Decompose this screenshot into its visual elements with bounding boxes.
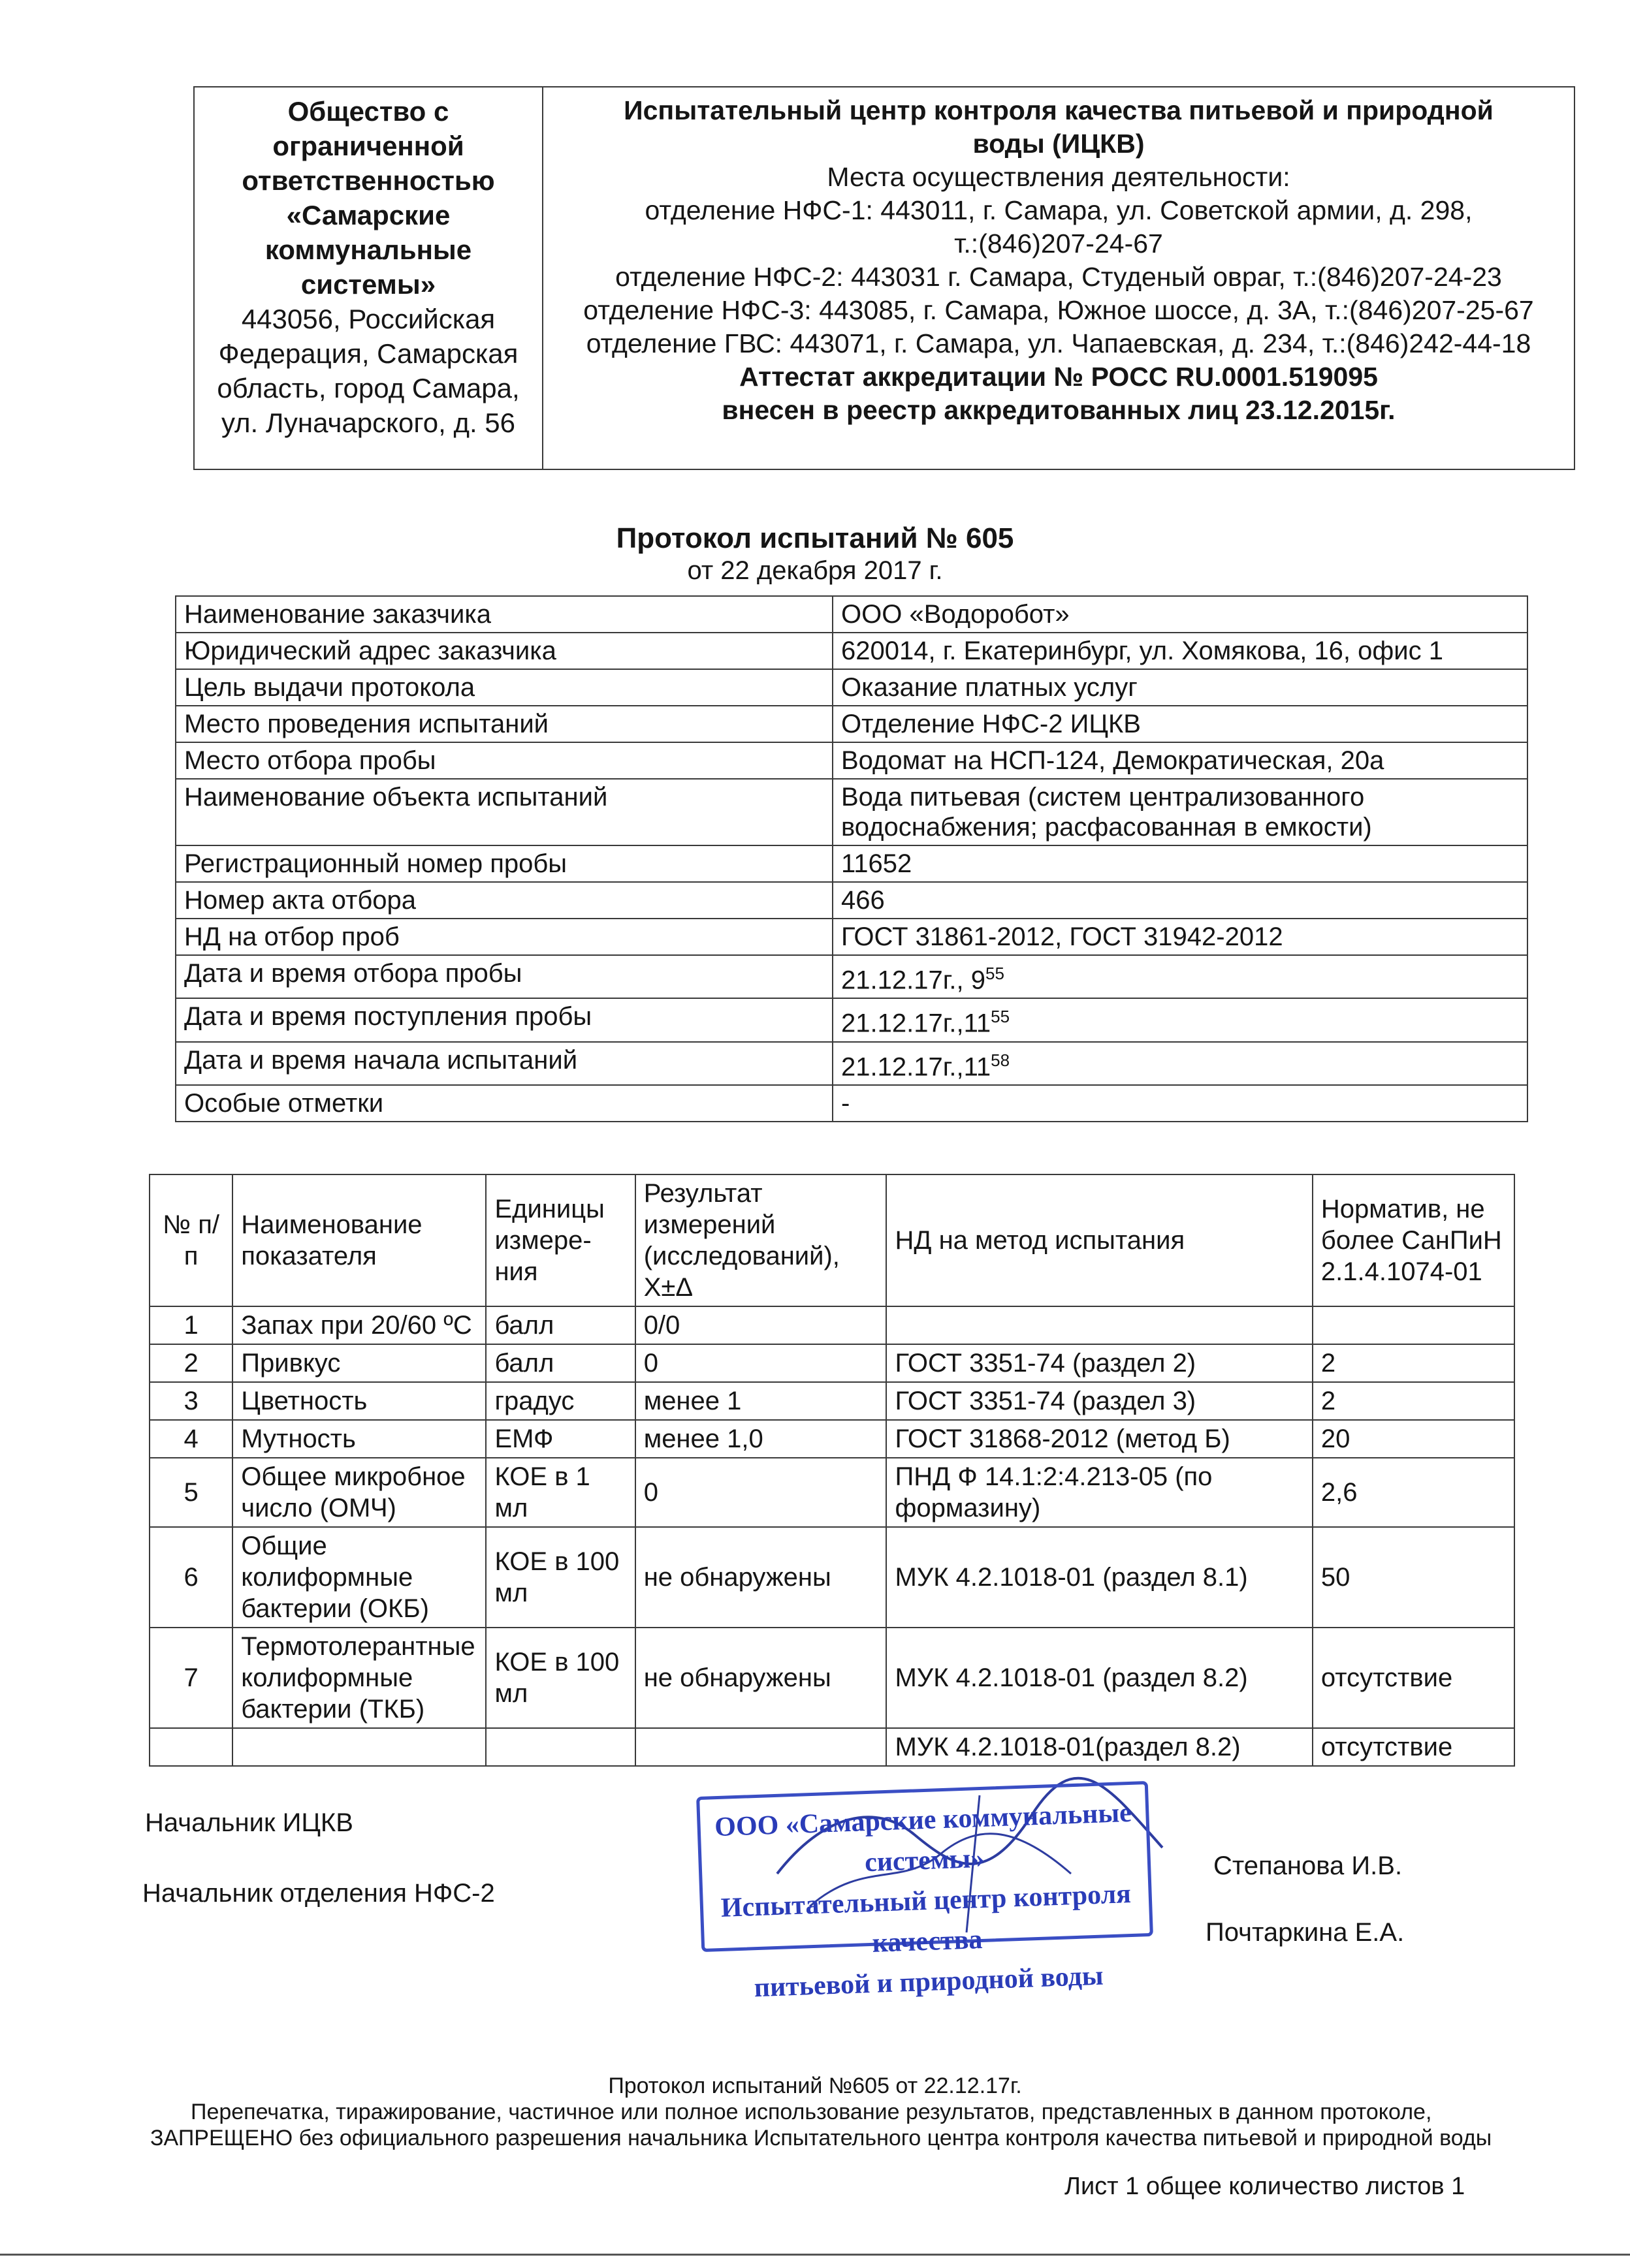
results-header-row bbox=[150, 1174, 1514, 1306]
branch-line: отделение НФС-2: 443031 г. Самара, Студеный овраг, т.:(846)207-24-23 bbox=[615, 262, 1502, 292]
result-method: ГОСТ 3351-74 (раздел 3) bbox=[886, 1382, 1312, 1420]
info-row bbox=[176, 882, 1527, 919]
info-key: Дата и время начала испытаний bbox=[176, 1042, 833, 1085]
info-key: Регистрационный номер пробы bbox=[176, 845, 833, 882]
info-row bbox=[176, 845, 1527, 882]
sample-info-table bbox=[175, 595, 1528, 1122]
info-key: Дата и время поступления пробы bbox=[176, 998, 833, 1041]
result-num: 7 bbox=[150, 1628, 232, 1728]
result-name: Привкус bbox=[232, 1344, 486, 1382]
result-result-empty bbox=[635, 1728, 887, 1766]
branch-line: отделение НФС-3: 443085, г. Самара, Южное шоссе, д. 3А, т.:(846)207-25-67 bbox=[583, 295, 1534, 325]
result-result: менее 1 bbox=[635, 1382, 887, 1420]
result-unit: ЕМФ bbox=[486, 1420, 635, 1458]
info-value-text: ООО «Водоробот» bbox=[841, 600, 1070, 629]
result-name: Общее микробное число (ОМЧ) bbox=[232, 1458, 486, 1527]
result-row bbox=[150, 1628, 1514, 1728]
info-value-text: Вода питьевая (систем централизованного водоснабжения; расфасованная в емкости) bbox=[841, 783, 1372, 842]
info-value-text: 21.12.17г., 9 bbox=[841, 966, 985, 995]
info-row bbox=[176, 1085, 1527, 1122]
info-value-text: - bbox=[841, 1088, 850, 1118]
result-norm: отсутствие bbox=[1313, 1628, 1514, 1728]
accreditation-line: внесен в реестр аккредитованных лиц 23.12.2015г. bbox=[722, 395, 1396, 425]
result-unit: КОЕ в 1 мл bbox=[486, 1458, 635, 1527]
result-num: 3 bbox=[150, 1382, 232, 1420]
branch-line: отделение НФС-1: 443011, г. Самара, ул. Советской армии, д. 298, bbox=[645, 195, 1473, 225]
result-row bbox=[150, 1458, 1514, 1527]
info-key: НД на отбор проб bbox=[176, 919, 833, 955]
page-bottom-rule bbox=[0, 2254, 1630, 2256]
org-name-line: коммунальные bbox=[264, 234, 472, 265]
info-value-text: 21.12.17г.,11 bbox=[841, 1052, 991, 1081]
result-num-empty bbox=[150, 1728, 232, 1766]
lab-title: воды (ИЦКВ) bbox=[972, 129, 1145, 159]
info-value bbox=[833, 998, 1527, 1041]
info-value-superscript: 55 bbox=[985, 964, 1004, 983]
result-num: 1 bbox=[150, 1306, 232, 1344]
info-value-text: Оказание платных услуг bbox=[841, 673, 1138, 702]
result-name: Термотолерантные колиформные бактерии (ТКБ) bbox=[232, 1628, 486, 1728]
stamp-line: ООО «Самарские коммунальные системы» bbox=[714, 1797, 1132, 1878]
footer-protocol-ref: Протокол испытаний №605 от 22.12.17г. bbox=[608, 2073, 1022, 2098]
result-method: МУК 4.2.1018-01(раздел 8.2) bbox=[886, 1728, 1312, 1766]
results-table bbox=[149, 1174, 1515, 1767]
result-method: МУК 4.2.1018-01 (раздел 8.1) bbox=[886, 1527, 1312, 1628]
result-method: ГОСТ 3351-74 (раздел 2) bbox=[886, 1344, 1312, 1382]
lab-cell bbox=[543, 87, 1574, 469]
head-name: Степанова И.В. bbox=[1213, 1851, 1403, 1880]
footer-notice-forbidden: ЗАПРЕЩЕНО без официального разрешения начальника Испытательного центра контроля качества питьевой и природной воды bbox=[150, 2126, 1492, 2150]
info-key: Особые отметки bbox=[176, 1085, 833, 1122]
info-key: Дата и время отбора пробы bbox=[176, 955, 833, 998]
result-method bbox=[886, 1306, 1312, 1344]
info-value-superscript: 58 bbox=[991, 1050, 1010, 1070]
info-value-text: Отделение НФС-2 ИЦКВ bbox=[841, 710, 1141, 738]
info-row bbox=[176, 706, 1527, 742]
info-value bbox=[833, 882, 1527, 919]
info-value bbox=[833, 1042, 1527, 1085]
info-key: Место отбора пробы bbox=[176, 742, 833, 779]
stamp-line: питьевой и природной воды bbox=[754, 1961, 1104, 2004]
info-value bbox=[833, 779, 1527, 845]
result-result: не обнаружены bbox=[635, 1628, 887, 1728]
header-method: НД на метод испытания bbox=[886, 1174, 1312, 1306]
result-name: Мутность bbox=[232, 1420, 486, 1458]
org-name-line: ограниченной bbox=[272, 131, 464, 161]
result-name: Цветность bbox=[232, 1382, 486, 1420]
result-unit-empty bbox=[486, 1728, 635, 1766]
result-row-extra bbox=[150, 1728, 1514, 1766]
result-norm: 2 bbox=[1313, 1344, 1514, 1382]
info-row bbox=[176, 779, 1527, 845]
info-value-superscript: 55 bbox=[991, 1007, 1010, 1027]
org-name-line: «Самарские bbox=[286, 200, 451, 230]
result-method: МУК 4.2.1018-01 (раздел 8.2) bbox=[886, 1628, 1312, 1728]
sheet-count: Лист 1 общее количество листов 1 bbox=[1064, 2173, 1465, 2200]
header-num: № п/п bbox=[150, 1174, 232, 1306]
info-row bbox=[176, 742, 1527, 779]
result-name: Общие колиформные бактерии (ОКБ) bbox=[232, 1527, 486, 1628]
info-value bbox=[833, 1085, 1527, 1122]
info-row bbox=[176, 1042, 1527, 1085]
info-value-text: Водомат на НСП-124, Демократическая, 20а bbox=[841, 746, 1384, 775]
result-row bbox=[150, 1527, 1514, 1628]
info-row bbox=[176, 596, 1527, 633]
org-address-line: область, город Самара, bbox=[217, 373, 520, 403]
result-method: ПНД Ф 14.1:2:4.213-05 (по формазину) bbox=[886, 1458, 1312, 1527]
info-value bbox=[833, 919, 1527, 955]
branch-line: отделение ГВС: 443071, г. Самара, ул. Чапаевская, д. 234, т.:(846)242-44-18 bbox=[586, 328, 1531, 358]
result-norm: отсутствие bbox=[1313, 1728, 1514, 1766]
result-result: 0/0 bbox=[635, 1306, 887, 1344]
accreditation-line: Аттестат аккредитации № РОСС RU.0001.519095 bbox=[739, 362, 1378, 392]
result-unit: КОЕ в 100 мл bbox=[486, 1628, 635, 1728]
result-unit: градус bbox=[486, 1382, 635, 1420]
result-result: не обнаружены bbox=[635, 1527, 887, 1628]
protocol-title: Протокол испытаний № 605 bbox=[616, 522, 1014, 554]
org-address-line: ул. Луначарского, д. 56 bbox=[221, 407, 516, 438]
result-norm: 2,6 bbox=[1313, 1458, 1514, 1527]
info-key: Наименование заказчика bbox=[176, 596, 833, 633]
info-value bbox=[833, 955, 1527, 998]
header-table bbox=[193, 86, 1575, 470]
result-method: ГОСТ 31868-2012 (метод Б) bbox=[886, 1420, 1312, 1458]
result-result: 0 bbox=[635, 1458, 887, 1527]
info-key: Место проведения испытаний bbox=[176, 706, 833, 742]
head-title: Начальник ИЦКВ bbox=[145, 1808, 353, 1837]
org-name-line: Общество с bbox=[287, 96, 449, 127]
info-row bbox=[176, 955, 1527, 998]
info-row bbox=[176, 669, 1527, 706]
result-norm: 50 bbox=[1313, 1527, 1514, 1628]
footer-notice: Перепечатка, тиражирование, частичное или полное использование результатов, представленных в данном протоколе, bbox=[191, 2100, 1432, 2124]
result-num: 4 bbox=[150, 1420, 232, 1458]
info-value bbox=[833, 596, 1527, 633]
info-key: Наименование объекта испытаний bbox=[176, 779, 833, 845]
info-row bbox=[176, 998, 1527, 1041]
info-key: Юридический адрес заказчика bbox=[176, 633, 833, 669]
result-name-empty bbox=[232, 1728, 486, 1766]
result-unit: балл bbox=[486, 1306, 635, 1344]
result-unit: балл bbox=[486, 1344, 635, 1382]
org-address-line: 443056, Российская bbox=[241, 304, 496, 334]
info-value-text: ГОСТ 31861-2012, ГОСТ 31942-2012 bbox=[841, 922, 1283, 951]
org-name-line: системы» bbox=[300, 269, 436, 300]
header-norm: Норматив, не более СанПиН 2.1.4.1074-01 bbox=[1313, 1174, 1514, 1306]
branch-line: т.:(846)207-24-67 bbox=[954, 228, 1163, 259]
info-value-text: 11652 bbox=[841, 849, 912, 878]
result-result: 0 bbox=[635, 1344, 887, 1382]
result-norm: 2 bbox=[1313, 1382, 1514, 1420]
info-value bbox=[833, 669, 1527, 706]
info-row bbox=[176, 633, 1527, 669]
stamp-line: Испытательный центр контроля качества bbox=[720, 1879, 1132, 1959]
result-result: менее 1,0 bbox=[635, 1420, 887, 1458]
result-row bbox=[150, 1306, 1514, 1344]
organization-cell bbox=[194, 87, 543, 469]
header-name: Наименование показателя bbox=[232, 1174, 486, 1306]
result-norm bbox=[1313, 1306, 1514, 1344]
org-name-line: ответственностью bbox=[242, 165, 495, 196]
dept-name: Почтаркина Е.А. bbox=[1206, 1918, 1405, 1947]
org-address-line: Федерация, Самарская bbox=[218, 338, 519, 369]
info-value bbox=[833, 633, 1527, 669]
info-row bbox=[176, 919, 1527, 955]
result-num: 2 bbox=[150, 1344, 232, 1382]
result-num: 6 bbox=[150, 1527, 232, 1628]
header-result: Результат измерений (исследований), Х±Δ bbox=[635, 1174, 887, 1306]
dept-title: Начальник отделения НФС-2 bbox=[142, 1879, 495, 1908]
organization-stamp bbox=[696, 1781, 1153, 2004]
info-key: Цель выдачи протокола bbox=[176, 669, 833, 706]
result-num: 5 bbox=[150, 1458, 232, 1527]
lab-title: Испытательный центр контроля качества питьевой и природной bbox=[624, 95, 1494, 125]
info-value-text: 620014, г. Екатеринбург, ул. Хомякова, 16, офис 1 bbox=[841, 637, 1443, 665]
result-name: Запах при 20/60 ºС bbox=[232, 1306, 486, 1344]
info-value bbox=[833, 742, 1527, 779]
info-value-text: 21.12.17г.,11 bbox=[841, 1009, 991, 1038]
places-label: Места осуществления деятельности: bbox=[827, 162, 1290, 192]
info-value bbox=[833, 845, 1527, 882]
result-row bbox=[150, 1420, 1514, 1458]
header-unit: Единицы измере-ния bbox=[486, 1174, 635, 1306]
result-row bbox=[150, 1382, 1514, 1420]
result-norm: 20 bbox=[1313, 1420, 1514, 1458]
info-key: Номер акта отбора bbox=[176, 882, 833, 919]
result-row bbox=[150, 1344, 1514, 1382]
info-value bbox=[833, 706, 1527, 742]
protocol-date: от 22 декабря 2017 г. bbox=[687, 556, 943, 585]
info-value-text: 466 bbox=[841, 886, 885, 915]
result-unit: КОЕ в 100 мл bbox=[486, 1527, 635, 1628]
